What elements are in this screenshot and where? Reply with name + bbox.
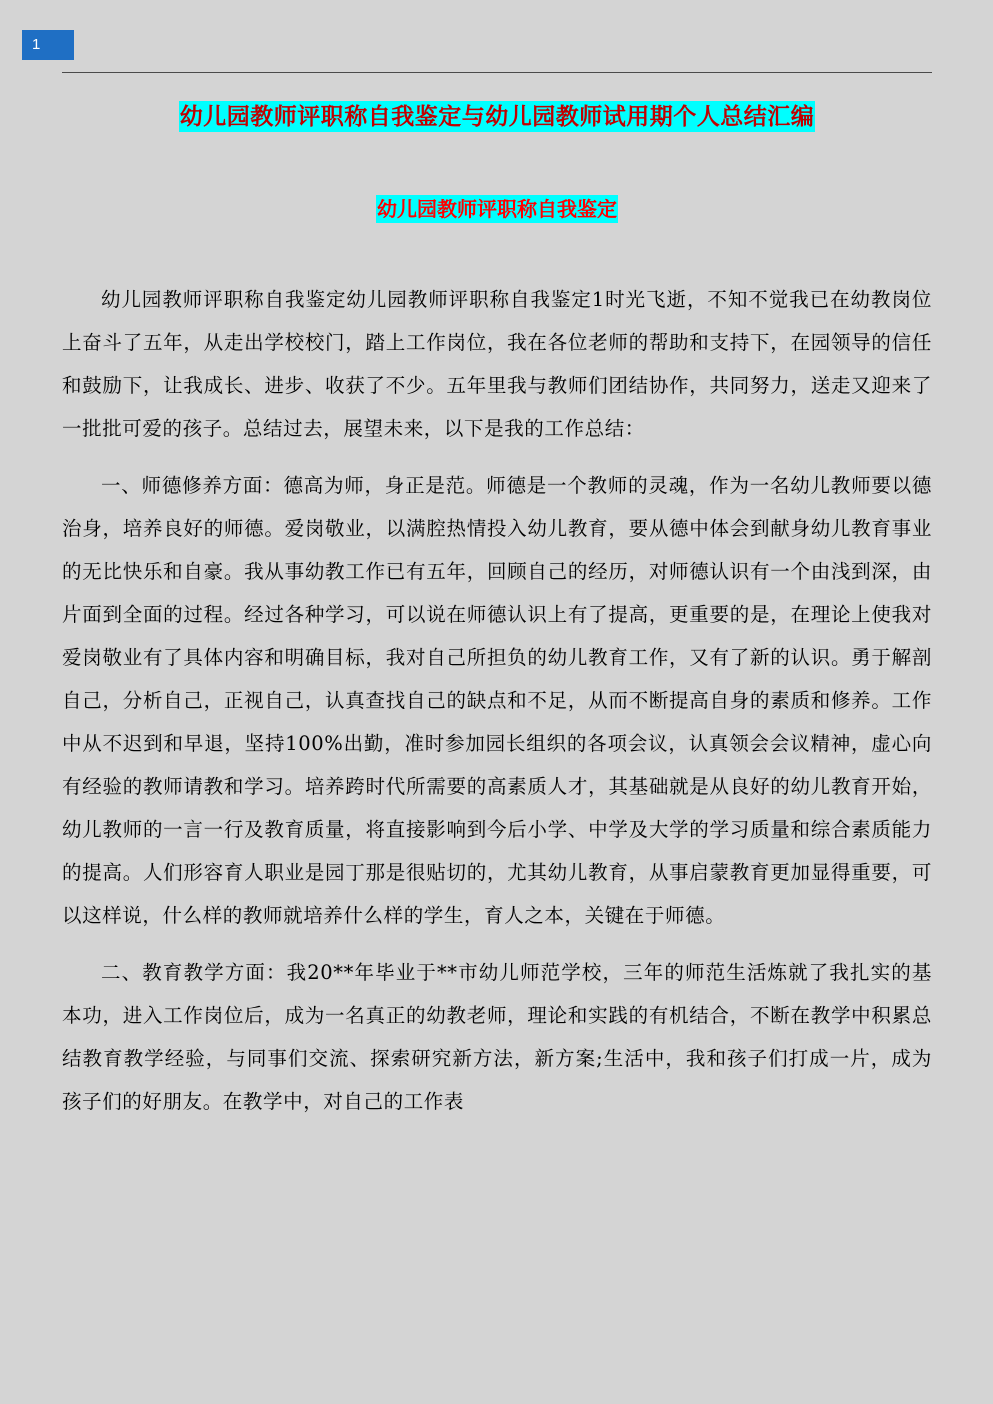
paragraph-1: 幼儿园教师评职称自我鉴定幼儿园教师评职称自我鉴定1时光飞逝，不知不觉我已在幼教岗位上奋斗了五年，从走出学校校门，踏上工作岗位，我在各位老师的帮助和支持下，在园领导的信任和鼓励下，让我成长、进步、收获了不少。五年里我与教师们团结协作，共同努力，送走又迎来了一批批可爱的孩子。总结过去，展望未来，以下是我的工作总结： xyxy=(62,288,932,440)
section-heading-text: 幼儿园教师评职称自我鉴定 xyxy=(377,197,617,221)
paragraph-2: 一、师德修养方面：德高为师，身正是范。师德是一个教师的灵魂，作为一名幼儿教师要以德治身，培养良好的师德。爱岗敬业，以满腔热情投入幼儿教育，要从德中体会到献身幼儿教育事业的无比快乐和自豪。我从事幼教工作已有五年，回顾自己的经历，对师德认识有一个由浅到深，由片面到全面的过程。经过各种学习，可以说在师德认识上有了提高，更重要的是，在理论上使我对爱岗敬业有了具体内容和明确目标，我对自己所担负的幼儿教育工作，又有了新的认识。勇于解剖自己，分析自己，正视自己，认真查找自己的缺点和不足，从而不断提高自身的素质和修养。工作中从不迟到和早退，坚持100%出勤，准时参加园长组织的各项会议，认真领会会议精神，虚心向有经验的教师请教和学习。培养跨时代所需要的高素质人才，其基础就是从良好的幼儿教育开始，幼儿教师的一言一行及教育质量，将直接影响到今后小学、中学及大学的学习质量和综合素质能力的提高。人们形容育人职业是园丁那是很贴切的，尤其幼儿教育，从事启蒙教育更加显得重要，可以这样说，什么样的教师就培养什么样的学生，育人之本，关键在于师德。 xyxy=(62,474,932,927)
paragraph-3: 二、教育教学方面：我20**年毕业于**市幼儿师范学校，三年的师范生活炼就了我扎实的基本功，进入工作岗位后，成为一名真正的幼教老师，理论和实践的有机结合，不断在教学中积累总结教育教学经验，与同事们交流、探索研究新方法，新方案;生活中，我和孩子们打成一片，成为孩子们的好朋友。在教学中，对自己的工作表 xyxy=(62,961,932,1113)
page-number-badge: 1 xyxy=(22,30,74,60)
section-heading xyxy=(62,135,932,222)
page-title xyxy=(62,92,932,135)
document-content xyxy=(62,92,932,1123)
header-divider xyxy=(62,72,932,73)
page-title-text: 幼儿园教师评职称自我鉴定与幼儿园教师试用期个人总结汇编 xyxy=(179,103,815,130)
